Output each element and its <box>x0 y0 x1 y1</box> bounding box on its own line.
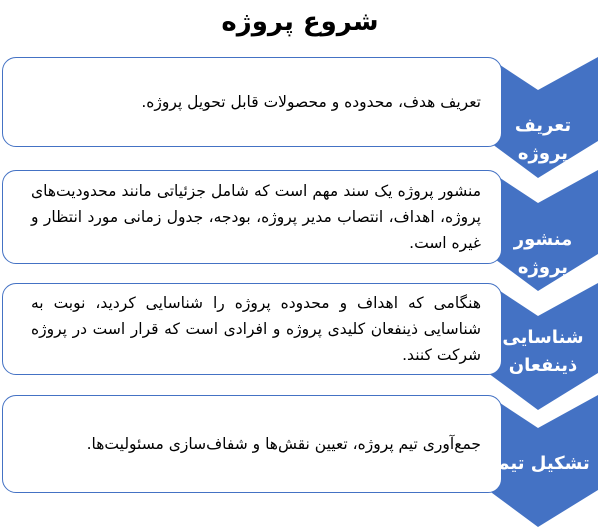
step-card-4 <box>2 395 502 493</box>
step-description-3: هنگامی که اهداف و محدوده پروژه را شناسایی کردید، نوبت به شناسایی ذینفعان کلیدی پروژه و افرادی است که قرار است در پروژه شرکت کنند. <box>31 294 481 364</box>
step-description-4: جمع‌آوری تیم پروژه، تعیین نقش‌ها و شفاف‌سازی مسئولیت‌ها. <box>86 435 481 453</box>
step-description-2: منشور پروژه یک سند مهم است که شامل جزئیاتی مانند محدودیت‌های پروژه، اهداف، انتصاب مدیر پروژه، بودجه، جدول زمانی مورد انتظار و غیره است. <box>31 182 481 252</box>
step-card-1 <box>2 57 502 147</box>
step-label-3: شناسایی ذینفعان <box>502 327 584 376</box>
step-label-1: تعریف پروژه <box>514 115 572 164</box>
diagram-title: شروع پروژه <box>221 7 379 37</box>
step-description-1: تعریف هدف، محدوده و محصولات قابل تحویل پروژه. <box>141 93 481 111</box>
step-card-3 <box>2 283 502 375</box>
step-label-4: تشکیل تیم <box>496 453 590 474</box>
step-label-2: منشور پروژه <box>513 229 573 278</box>
step-card-2 <box>2 170 502 264</box>
